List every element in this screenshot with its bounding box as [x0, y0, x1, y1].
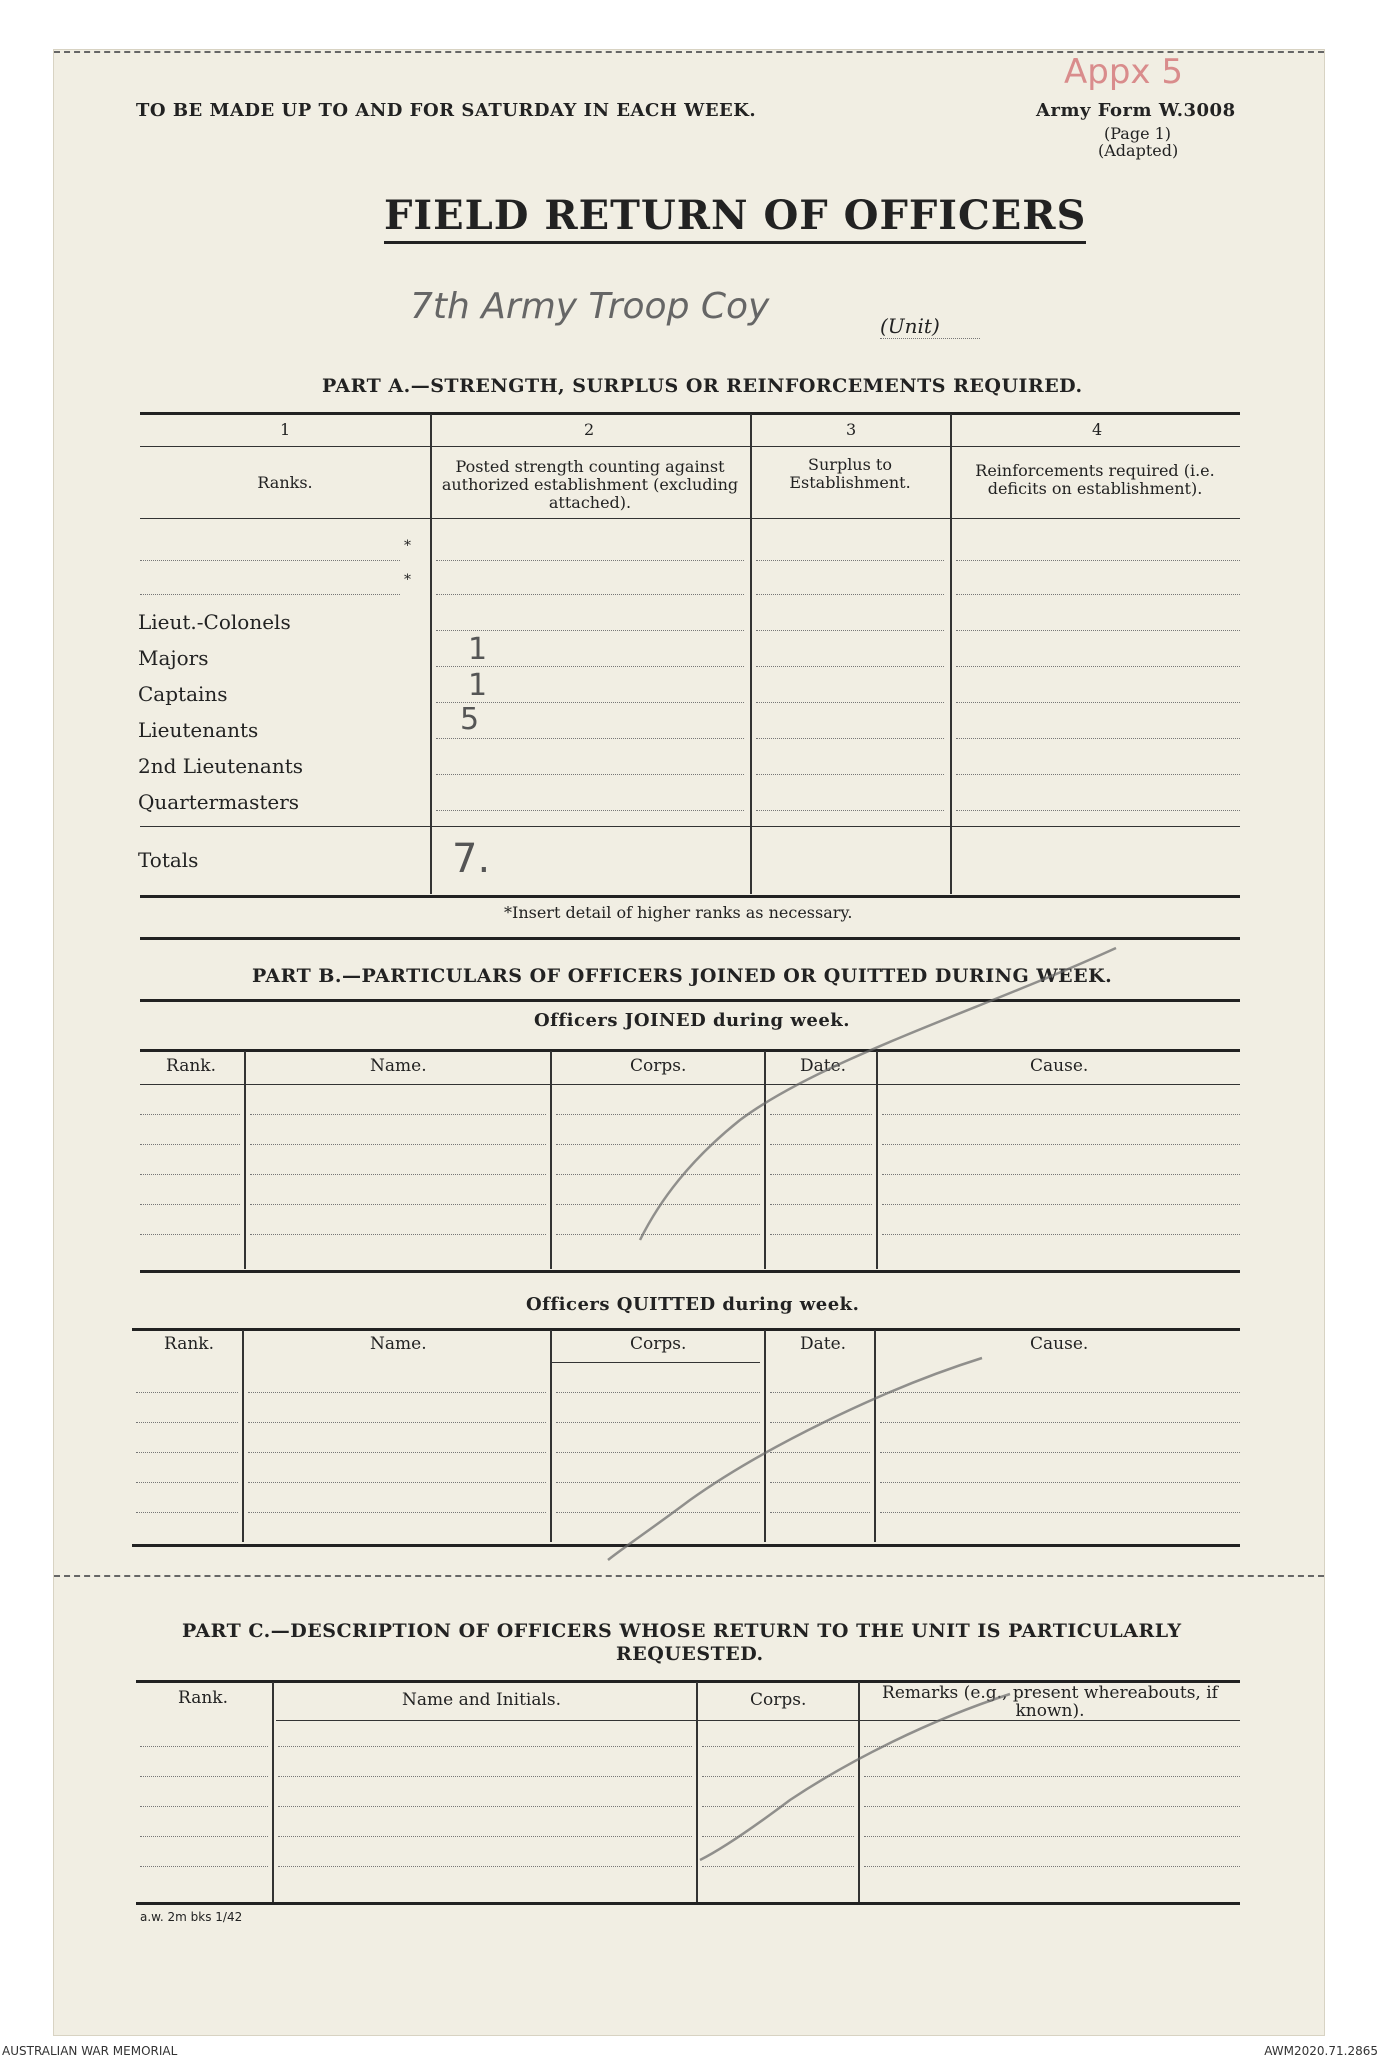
header-surplus: Surplus to Establishment. [789, 455, 911, 492]
col-number-4: 4 [1092, 420, 1103, 439]
joined-col-rank: Rank. [166, 1056, 216, 1076]
form-id: Army Form W.3008 [1036, 100, 1236, 121]
form-page: (Page 1) [1104, 124, 1172, 143]
part-c-title-line-1: PART C.—DESCRIPTION OF OFFICERS WHOSE RETURN TO THE UNIT IS PARTICULARLY [182, 1620, 1182, 1642]
part-a-footnote: *Insert detail of higher ranks as necessary. [504, 903, 853, 922]
header-posted-strength: Posted strength counting against authorized establishment (excluding attached). [441, 457, 739, 512]
quitted-col-corps: Corps. [630, 1334, 687, 1354]
quitted-title: Officers QUITTED during week. [526, 1294, 860, 1315]
unit-handwritten: 7th Army Troop Coy [410, 286, 770, 327]
header-reinforcements: Reinforcements required (i.e. deficits on establishment). [975, 461, 1215, 498]
appendix-annotation: Appx 5 [1064, 52, 1183, 92]
part-c-col-corps: Corps. [750, 1690, 807, 1710]
quitted-col-rank: Rank. [164, 1334, 214, 1354]
rank-lieut-colonels: Lieut.-Colonels [138, 610, 291, 634]
rank-lieutenants: Lieutenants [138, 718, 259, 742]
joined-col-name: Name. [370, 1056, 427, 1076]
printer-code: a.w. 2m bks 1/42 [140, 1910, 243, 1924]
rank-captains: Captains [138, 682, 228, 706]
header-ranks: Ranks. [257, 473, 313, 492]
strength-captains: 1 [468, 668, 488, 703]
footer-source: AUSTRALIAN WAR MEMORIAL [2, 2044, 178, 2058]
star-marker-2: * [404, 572, 411, 588]
strength-lieutenants: 5 [460, 702, 480, 737]
instruction-text: TO BE MADE UP TO AND FOR SATURDAY IN EACH WEEK. [136, 100, 757, 121]
part-c-col-name: Name and Initials. [402, 1690, 562, 1710]
col-number-3: 3 [846, 420, 857, 439]
col-number-1: 1 [280, 420, 291, 439]
part-c-col-rank: Rank. [178, 1688, 228, 1708]
joined-col-date: Date. [800, 1056, 847, 1076]
star-marker-1: * [404, 538, 411, 554]
strength-total: 7. [452, 836, 491, 882]
part-b-title: PART B.—PARTICULARS OF OFFICERS JOINED OR QUITTED DURING WEEK. [252, 965, 1113, 987]
strength-majors: 1 [468, 632, 488, 667]
rank-quartermasters: Quartermasters [138, 790, 300, 814]
rank-majors: Majors [138, 646, 209, 670]
quitted-col-date: Date. [800, 1334, 847, 1354]
footer-accession: AWM2020.71.2865 [1264, 2044, 1378, 2058]
quitted-col-cause: Cause. [1030, 1334, 1089, 1354]
form-adapted: (Adapted) [1098, 141, 1179, 160]
totals-label: Totals [138, 848, 199, 872]
joined-col-corps: Corps. [630, 1056, 687, 1076]
part-c-col-remarks: Remarks (e.g., present whereabouts, if known). [882, 1683, 1218, 1721]
form-title: FIELD RETURN OF OFFICERS [384, 192, 1086, 244]
rank-2nd-lieutenants: 2nd Lieutenants [138, 754, 304, 778]
unit-label: (Unit) [880, 314, 940, 338]
joined-title: Officers JOINED during week. [534, 1010, 851, 1031]
part-a-title: PART A.—STRENGTH, SURPLUS OR REINFORCEMENTS REQUIRED. [322, 375, 1083, 397]
quitted-col-name: Name. [370, 1334, 427, 1354]
part-c-title-line-2: REQUESTED. [616, 1643, 764, 1665]
joined-col-cause: Cause. [1030, 1056, 1089, 1076]
col-number-2: 2 [584, 420, 595, 439]
